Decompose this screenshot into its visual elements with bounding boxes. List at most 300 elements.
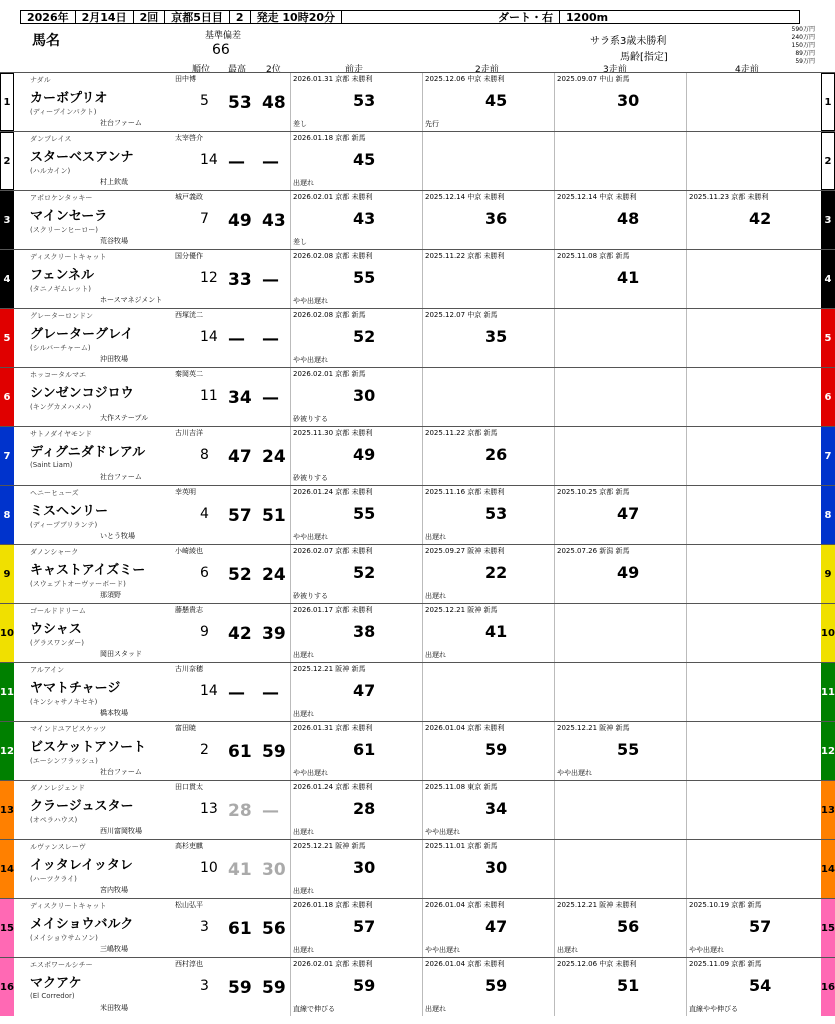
race-history-cell (290, 486, 422, 544)
race-history-cell (290, 545, 422, 603)
horse-name: マインセーラ (30, 209, 108, 224)
race-score: 34 (485, 799, 508, 818)
horse-number-right: 3 (821, 191, 835, 249)
sire-name: ダノンシャーク (30, 548, 79, 556)
race-history-cell (290, 722, 422, 780)
second-score: 59 (262, 978, 286, 998)
race-score: 30 (485, 858, 508, 877)
race-history-cell (290, 781, 422, 839)
race-history-cell (422, 545, 554, 603)
race-score: 55 (617, 740, 640, 759)
race-history-empty (686, 545, 818, 603)
race-info: 2025.10.25 京都 新馬 (557, 488, 630, 496)
breeder-name: 宮内牧場 (100, 886, 128, 894)
race-comment: 出遅れ (425, 592, 446, 600)
race-score: 53 (485, 504, 508, 523)
sire-name: ルヴァンスレーヴ (30, 843, 86, 851)
race-comment: 出遅れ (293, 179, 314, 187)
race-info: 2025.11.08 京都 新馬 (557, 252, 630, 260)
race-comment: 差し (293, 120, 307, 128)
race-history-cell (290, 132, 422, 190)
race-number: 2 (230, 11, 251, 23)
horse-row (0, 190, 835, 249)
race-info: 2026.02.08 京都 未勝利 (293, 252, 373, 260)
second-score: 39 (262, 624, 286, 644)
horse-name: イッタレイッタレ (30, 858, 133, 873)
dam-sire-name: (スクリーンヒーロー) (30, 226, 99, 234)
race-comment: やや出遅れ (689, 946, 724, 954)
jockey-name: 城戸義政 (175, 193, 203, 201)
race-comment: やや出遅れ (557, 769, 592, 777)
prize-1: 590万円 (791, 26, 815, 33)
race-comment: やや出遅れ (293, 297, 328, 305)
race-history-empty (686, 486, 818, 544)
race-year: 2026年 (21, 11, 76, 23)
race-score: 54 (749, 976, 772, 995)
race-history-empty (554, 663, 686, 721)
race-info: 2025.11.23 京都 未勝利 (689, 193, 769, 201)
rank-order: 9 (200, 624, 209, 640)
race-comment: やや出遅れ (425, 828, 460, 836)
race-info: 2025.09.27 阪神 未勝利 (425, 547, 505, 555)
horse-number-left: 13 (0, 781, 14, 839)
race-score: 59 (485, 976, 508, 995)
race-comment: 出遅れ (293, 710, 314, 718)
race-history-cell (290, 427, 422, 485)
race-score: 49 (353, 445, 376, 464)
race-history-cell (422, 486, 554, 544)
race-history-empty (422, 368, 554, 426)
max-score: — (228, 683, 245, 703)
jockey-name: 太宰啓介 (175, 134, 203, 142)
jockey-name: 秦岡英二 (175, 370, 203, 378)
race-history-empty (686, 309, 818, 367)
race-comment: やや出遅れ (293, 533, 328, 541)
horse-name: ウシャス (30, 622, 82, 637)
race-history-empty (686, 604, 818, 662)
race-history-cell (554, 958, 686, 1016)
horse-row (0, 721, 835, 780)
race-comment: 出遅れ (293, 828, 314, 836)
race-history-cell (290, 840, 422, 898)
col-max: 最高 (228, 65, 247, 75)
sire-name: ディスクリートキャット (30, 902, 107, 910)
race-history-empty (686, 368, 818, 426)
horse-name: ビスケットアソート (30, 740, 146, 755)
horse-number-left: 7 (0, 427, 14, 485)
sire-name: サトノダイヤモンド (30, 430, 92, 438)
race-history-empty (686, 663, 818, 721)
breeder-name: 大作ステーブル (100, 414, 149, 422)
sire-name: ディスクリートキャット (30, 253, 107, 261)
col-3prev: 3走前 (603, 65, 627, 75)
race-score: 43 (353, 209, 376, 228)
sire-name: エスポワールシチー (30, 961, 93, 969)
race-score: 38 (353, 622, 376, 641)
horse-number-left: 1 (0, 73, 14, 131)
sire-name: ホッコータルマエ (30, 371, 86, 379)
horse-name: キャストアイズミー (30, 563, 146, 578)
breeder-name: 沖田牧場 (100, 355, 128, 363)
race-history-empty (554, 309, 686, 367)
col-order: 順位 (192, 65, 211, 75)
horse-name: グレーターグレイ (30, 327, 134, 342)
race-history-empty (422, 132, 554, 190)
rank-order: 14 (200, 152, 218, 168)
race-history-empty (554, 427, 686, 485)
horse-number-right: 14 (821, 840, 835, 898)
jockey-name: 藤懸貴志 (175, 606, 203, 614)
race-class: サラ系3歳未勝利 (590, 36, 667, 47)
horse-name: ディグニダドレアル (30, 445, 146, 460)
race-info: 2025.11.08 東京 新馬 (425, 783, 498, 791)
horse-number-right: 2 (821, 132, 835, 190)
horse-row (0, 72, 835, 131)
second-score: 43 (262, 211, 286, 231)
race-info: 2025.11.22 京都 新馬 (425, 429, 498, 437)
max-score: — (228, 152, 245, 172)
race-score: 30 (617, 91, 640, 110)
race-history-cell (686, 191, 818, 249)
second-score: — (262, 152, 279, 172)
horse-number-left: 6 (0, 368, 14, 426)
breeder-name: 岡田スタッド (100, 650, 142, 658)
race-history-cell (422, 427, 554, 485)
race-score: 45 (485, 91, 508, 110)
race-history-cell (554, 73, 686, 131)
race-info: 2026.02.08 京都 新馬 (293, 311, 366, 319)
jockey-name: 古川吉洋 (175, 429, 203, 437)
breeder-name: 橋本牧場 (100, 709, 128, 717)
rank-order: 7 (200, 211, 209, 227)
race-history-empty (686, 427, 818, 485)
base-value: 66 (212, 42, 230, 58)
race-history-empty (686, 781, 818, 839)
max-score: 61 (228, 919, 252, 939)
race-history-cell (422, 604, 554, 662)
race-info: 2025.10.19 京都 新馬 (689, 901, 762, 909)
breeder-name: 米田牧場 (100, 1004, 128, 1012)
horse-number-right: 16 (821, 958, 835, 1016)
jockey-name: 松山弘平 (175, 901, 203, 909)
race-history-empty (422, 663, 554, 721)
rank-order: 14 (200, 683, 218, 699)
race-comment: やや出遅れ (293, 356, 328, 364)
horse-name: ミスヘンリー (30, 504, 109, 519)
race-info: 2025.11.30 京都 未勝利 (293, 429, 373, 437)
max-score: 41 (228, 860, 252, 880)
horse-row (0, 957, 835, 1016)
max-score: — (228, 329, 245, 349)
race-history-cell (290, 73, 422, 131)
dam-sire-name: (ハルカイン) (30, 167, 71, 175)
horse-number-left: 2 (0, 132, 14, 190)
race-condition: 馬齢[指定] (620, 52, 668, 63)
max-score: 47 (228, 447, 252, 467)
race-history-cell (422, 958, 554, 1016)
race-score: 53 (353, 91, 376, 110)
max-score: 42 (228, 624, 252, 644)
rank-order: 2 (200, 742, 209, 758)
horse-number-left: 16 (0, 958, 14, 1016)
race-history-empty (554, 840, 686, 898)
jockey-name: 国分優作 (175, 252, 203, 260)
horse-number-right: 8 (821, 486, 835, 544)
race-info: 2026.01.18 京都 新馬 (293, 134, 366, 142)
race-info: 2025.12.21 阪神 新馬 (293, 842, 366, 850)
dam-sire-name: (El Corredor) (30, 992, 75, 1000)
race-info: 2026.01.24 京都 未勝利 (293, 783, 373, 791)
race-info: 2025.11.09 京都 新馬 (689, 960, 762, 968)
col-4prev: 4走前 (735, 65, 759, 75)
race-history-cell (422, 899, 554, 957)
race-score: 49 (617, 563, 640, 582)
dam-sire-name: (Saint Liam) (30, 461, 73, 469)
race-history-cell (290, 958, 422, 1016)
race-comment: 砂被りする (293, 474, 328, 482)
breeder-name: いとう牧場 (100, 532, 135, 540)
sire-name: ダンプレイス (30, 135, 72, 143)
horse-row (0, 780, 835, 839)
dam-sire-name: (キンシャサノキセキ) (30, 698, 98, 706)
race-info: 2026.01.04 京都 未勝利 (425, 960, 505, 968)
race-info: 2025.11.22 京都 未勝利 (425, 252, 505, 260)
dam-sire-name: (オペラハウス) (30, 816, 78, 824)
race-score: 55 (353, 504, 376, 523)
rank-order: 10 (200, 860, 218, 876)
race-score: 30 (353, 386, 376, 405)
dam-sire-name: (グラスワンダー) (30, 639, 84, 647)
race-score: 47 (617, 504, 640, 523)
max-score: 52 (228, 565, 252, 585)
race-history-cell (290, 604, 422, 662)
horse-name: メイショウバルク (30, 917, 134, 932)
horse-number-right: 1 (821, 73, 835, 131)
race-history-cell (422, 250, 554, 308)
race-place: 京都5日目 (165, 11, 230, 23)
base-label: 基準偏差 (205, 31, 242, 41)
second-score: 59 (262, 742, 286, 762)
race-header (0, 0, 835, 75)
horse-number-left: 12 (0, 722, 14, 780)
rank-order: 8 (200, 447, 209, 463)
race-comment: 出遅れ (425, 1005, 446, 1013)
race-info: 2026.01.17 京都 未勝利 (293, 606, 373, 614)
race-info: 2025.12.21 阪神 新馬 (293, 665, 366, 673)
second-score: — (262, 388, 279, 408)
horse-row (0, 603, 835, 662)
second-score: — (262, 683, 279, 703)
sire-name: ナダル (30, 76, 51, 84)
horse-row (0, 426, 835, 485)
race-score: 56 (617, 917, 640, 936)
race-info: 2025.09.07 中山 新馬 (557, 75, 630, 83)
breeder-name: 社台ファーム (100, 473, 142, 481)
race-info: 2026.01.04 京都 未勝利 (425, 901, 505, 909)
race-info: 2026.01.04 京都 未勝利 (425, 724, 505, 732)
race-score: 51 (617, 976, 640, 995)
breeder-name: 社台ファーム (100, 119, 142, 127)
race-info: 2025.12.06 中京 未勝利 (425, 75, 505, 83)
dam-sire-name: (ディープブリランテ) (30, 521, 98, 529)
horse-name: マクアケ (30, 976, 82, 991)
race-comment: 直線で伸びる (293, 1005, 335, 1013)
race-history-cell (554, 191, 686, 249)
horse-row (0, 662, 835, 721)
second-score: 48 (262, 93, 286, 113)
horse-number-right: 15 (821, 899, 835, 957)
race-history-cell (554, 545, 686, 603)
race-info: 2025.12.07 中京 新馬 (425, 311, 498, 319)
horse-number-right: 4 (821, 250, 835, 308)
horse-number-right: 11 (821, 663, 835, 721)
dam-sire-name: (スウェプトオーヴァーボード) (30, 580, 126, 588)
race-comment: 出遅れ (425, 533, 446, 541)
jockey-name: 西村淳也 (175, 960, 203, 968)
race-history-empty (686, 840, 818, 898)
max-score: 33 (228, 270, 252, 290)
race-history-empty (686, 722, 818, 780)
race-history-cell (554, 722, 686, 780)
horse-name: ヤマトチャージ (30, 681, 121, 696)
breeder-name: 社台ファーム (100, 768, 142, 776)
horse-number-left: 8 (0, 486, 14, 544)
race-comment: やや出遅れ (425, 946, 460, 954)
horse-name: シンゼンコジロウ (30, 386, 134, 401)
race-history-cell (422, 309, 554, 367)
breeder-name: 三嶋牧場 (100, 945, 128, 953)
breeder-name: 荒谷牧場 (100, 237, 128, 245)
jockey-name: 富田暁 (175, 724, 196, 732)
dam-sire-name: (タニノギムレット) (30, 285, 92, 293)
horse-row (0, 898, 835, 957)
second-score: 56 (262, 919, 286, 939)
jockey-name: 小崎綾也 (175, 547, 203, 555)
sire-name: ヘニーヒューズ (30, 489, 79, 497)
rank-order: 12 (200, 270, 218, 286)
horse-row (0, 308, 835, 367)
horse-number-right: 10 (821, 604, 835, 662)
race-score: 55 (353, 268, 376, 287)
horse-number-left: 5 (0, 309, 14, 367)
horse-row (0, 544, 835, 603)
horse-name: カーボプリオ (30, 91, 108, 106)
second-score: 51 (262, 506, 286, 526)
race-info: 2025.11.01 京都 新馬 (425, 842, 498, 850)
race-comment: 砂被りする (293, 592, 328, 600)
dam-sire-name: (エーシンフラッシュ) (30, 757, 98, 765)
race-info: 2026.01.31 京都 未勝利 (293, 75, 373, 83)
race-info: 2026.01.18 京都 未勝利 (293, 901, 373, 909)
horse-number-right: 9 (821, 545, 835, 603)
race-score: 26 (485, 445, 508, 464)
jockey-name: 西塚洸二 (175, 311, 203, 319)
race-score: 59 (485, 740, 508, 759)
race-score: 52 (353, 327, 376, 346)
max-score: 49 (228, 211, 252, 231)
horse-number-left: 10 (0, 604, 14, 662)
race-comment: やや出遅れ (293, 769, 328, 777)
race-score: 36 (485, 209, 508, 228)
race-score: 57 (749, 917, 772, 936)
rank-order: 3 (200, 919, 209, 935)
race-score: 45 (353, 150, 376, 169)
rank-order: 14 (200, 329, 218, 345)
race-comment: 出遅れ (425, 651, 446, 659)
breeder-name: 西川富岡牧場 (100, 827, 142, 835)
race-history-cell (290, 250, 422, 308)
max-score: 53 (228, 93, 252, 113)
jockey-name: 高杉吏麒 (175, 842, 203, 850)
race-info: 2026.02.01 京都 未勝利 (293, 193, 373, 201)
sire-name: マインドユアビスケッツ (30, 725, 107, 733)
race-score: 42 (749, 209, 772, 228)
sire-name: アルアイン (30, 666, 65, 674)
sire-name: ゴールドドリーム (30, 607, 86, 615)
horse-table (0, 72, 835, 1016)
race-comment: 出遅れ (293, 887, 314, 895)
race-score: 47 (353, 681, 376, 700)
race-history-empty (554, 604, 686, 662)
horse-number-left: 14 (0, 840, 14, 898)
race-history-cell (290, 663, 422, 721)
horse-row (0, 131, 835, 190)
race-history-empty (686, 132, 818, 190)
race-header-bar (20, 10, 800, 24)
dam-sire-name: (キングカメハメハ) (30, 403, 92, 411)
race-score: 57 (353, 917, 376, 936)
race-comment: 先行 (425, 120, 439, 128)
jockey-name: 古川奈穂 (175, 665, 203, 673)
race-score: 30 (353, 858, 376, 877)
prize-4: 89万円 (795, 50, 815, 57)
second-score: 30 (262, 860, 286, 880)
horse-name: フェンネル (30, 268, 94, 283)
prize-3: 150万円 (791, 42, 815, 49)
race-history-cell (554, 250, 686, 308)
race-history-cell (686, 899, 818, 957)
breeder-name: 村上欽哉 (100, 178, 128, 186)
race-history-cell (422, 722, 554, 780)
race-info: 2025.12.14 中京 未勝利 (425, 193, 505, 201)
second-score: 24 (262, 565, 286, 585)
race-comment: 出遅れ (293, 651, 314, 659)
race-info: 2025.12.21 阪神 未勝利 (557, 901, 637, 909)
horse-number-right: 12 (821, 722, 835, 780)
max-score: 59 (228, 978, 252, 998)
rank-order: 3 (200, 978, 209, 994)
col-2prev: 2走前 (475, 65, 499, 75)
race-history-empty (554, 781, 686, 839)
horse-number-right: 6 (821, 368, 835, 426)
race-info: 2026.02.01 京都 未勝利 (293, 960, 373, 968)
race-info: 2025.12.21 阪神 新馬 (557, 724, 630, 732)
horse-row (0, 839, 835, 898)
race-comment: 出遅れ (293, 946, 314, 954)
horse-number-left: 11 (0, 663, 14, 721)
second-score: — (262, 801, 279, 821)
race-info: 2025.12.14 中京 未勝利 (557, 193, 637, 201)
race-score: 41 (617, 268, 640, 287)
column-headers (0, 26, 835, 75)
horse-row (0, 249, 835, 308)
col-second: 2位 (266, 65, 281, 75)
sire-name: ダノンレジェンド (30, 784, 86, 792)
rank-order: 6 (200, 565, 209, 581)
second-score: — (262, 329, 279, 349)
prize-2: 240万円 (791, 34, 815, 41)
race-score: 52 (353, 563, 376, 582)
